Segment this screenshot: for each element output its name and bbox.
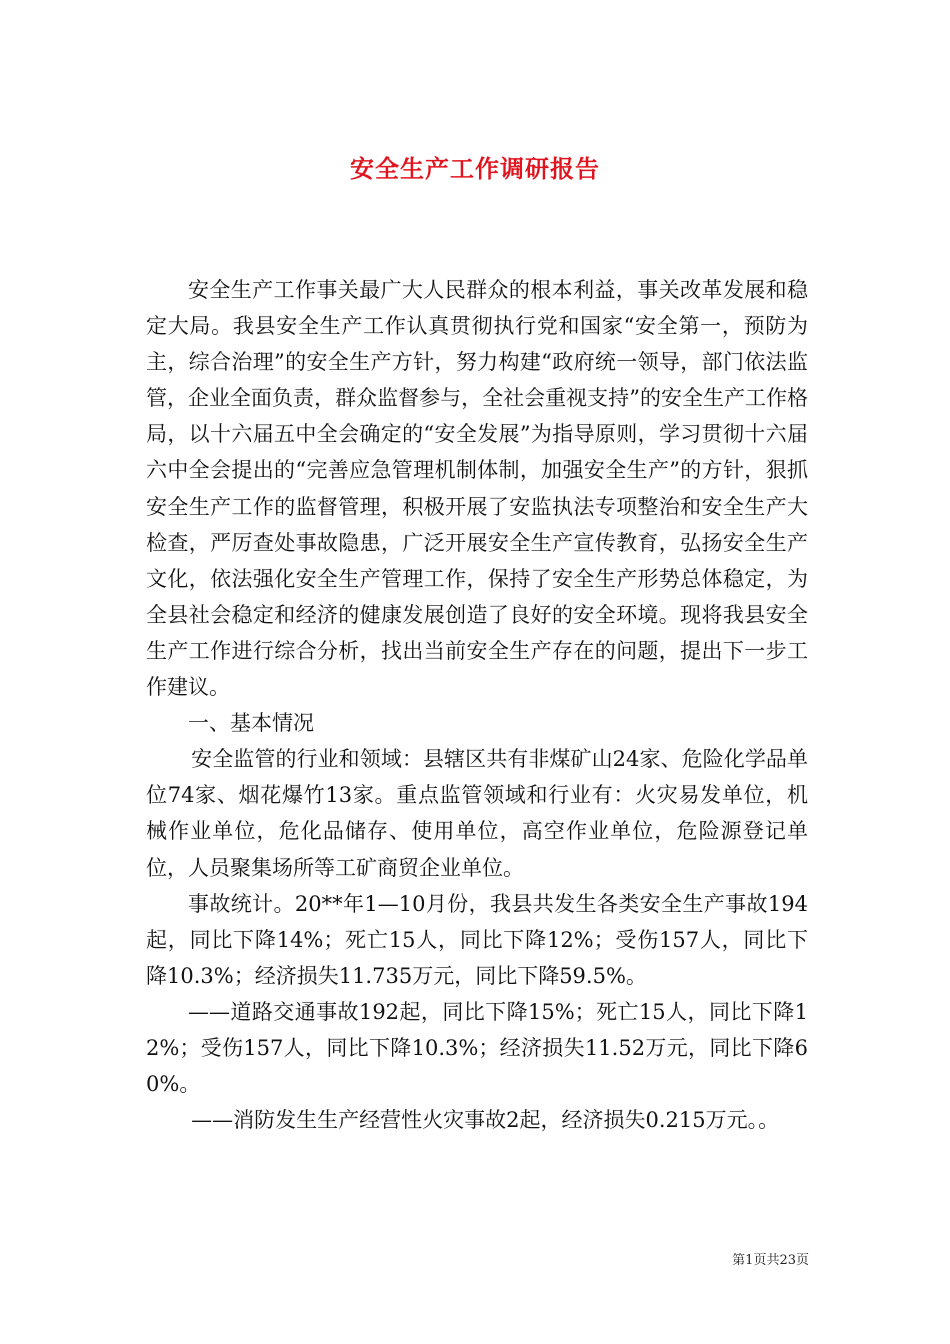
accident-stats-paragraph: 事故统计。20**年1—10月份，我县共发生各类安全生产事故194起，同比下降14%；死亡15人，同比下降12%；受伤157人，同比下降10.3%；经济损失11.735万元，同比下降59.5%。 [146,891,808,988]
document-body [146,272,808,1138]
page-title: 安全生产工作调研报告 [350,154,600,184]
road-traffic-paragraph: ——道路交通事故192起，同比下降15%；死亡15人，同比下降12%；受伤157人，同比下降10.3%；经济损失11.52万元，同比下降60%。 [146,999,808,1097]
supervision-scope-paragraph: 安全监管的行业和领域：县辖区共有非煤矿山24家、危险化学品单位74家、烟花爆竹13家。重点监管领域和行业有：火灾易发单位，机械作业单位，危化品储存、使用单位，高空作业单位，危险源登记单位，人员聚集场所等工矿商贸企业单位。 [146,747,808,880]
fire-accidents-paragraph: ——消防发生生产经营性火灾事故2起，经济损失0.215万元。。 [191,1108,780,1133]
page-number: 第1页共23页 [732,1253,809,1268]
intro-paragraph: 安全生产工作事关最广大人民群众的根本利益，事关改革发展和稳定大局。我县安全生产工作认真贯彻执行党和国家“安全第一，预防为主，综合治理”的安全生产方针，努力构建“政府统一领导，部门依法监管，企业全面负责，群众监督参与，全社会重视支持”的安全生产工作格局，以十六届五中全会确定的“安全发展”为指导原则，学习贯彻十六届六中全会提出的“完善应急管理机制体制，加强安全生产”的方针，狠抓安全生产工作的监督管理，积极开展了安监执法专项整治和安全生产大检查，严厉查处事故隐患，广泛开展安全生产宣传教育，弘扬安全生产文化，依法强化安全生产管理工作，保持了安全生产形势总体稳定，为全县社会稳定和经济的健康发展创造了良好的安全环境。现将我县安全生产工作进行综合分析，找出当前安全生产存在的问题，提出下一步工作建议。 [146,278,808,700]
section-heading-basic-situation: 一、基本情况 [188,711,314,736]
